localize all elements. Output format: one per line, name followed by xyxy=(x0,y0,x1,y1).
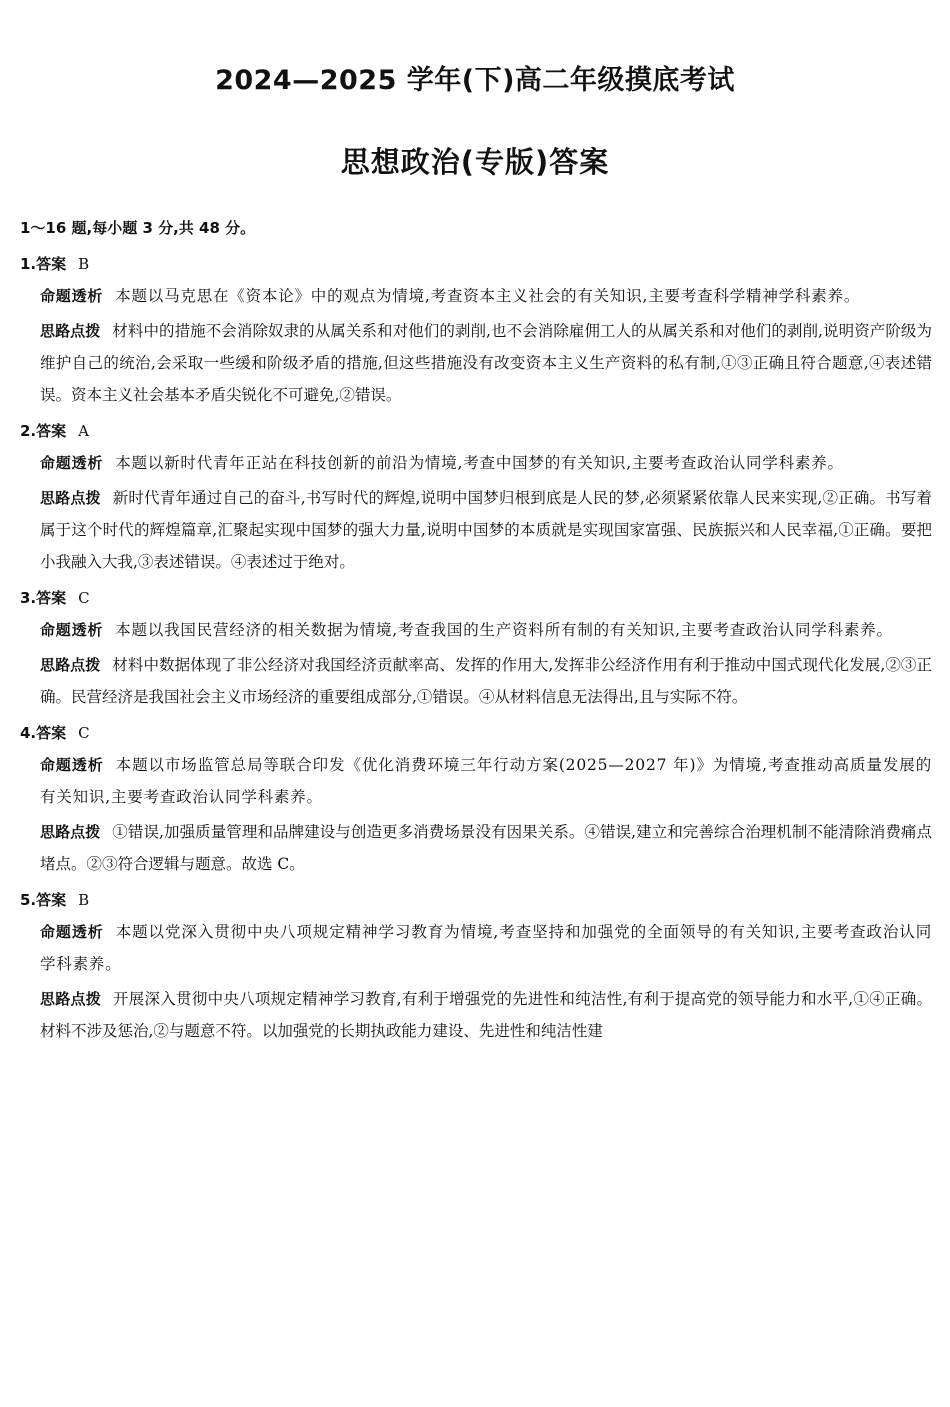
analysis-label: 命题透析 xyxy=(40,454,104,472)
hint-text: 材料中数据体现了非公经济对我国经济贡献率高、发挥的作用大,发挥非公经济作用有利于推动中国式现代化发展,②③正确。民营经济是我国社会主义市场经济的重要组成部分,①错误。④从材料信息无法得出,且与实际不符。 xyxy=(40,656,932,706)
question-item xyxy=(20,415,932,578)
analysis-text: 本题以我国民营经济的相关数据为情境,考查我国的生产资料所有制的有关知识,主要考查政治认同学科素养。 xyxy=(115,621,893,639)
exam-title: 2024—2025 学年(下)高二年级摸底考试 xyxy=(215,65,735,96)
analysis-text: 本题以马克思在《资本论》中的观点为情境,考查资本主义社会的有关知识,主要考查科学精神学科素养。 xyxy=(115,287,861,305)
analysis-block xyxy=(20,447,932,479)
analysis-label: 命题透析 xyxy=(40,756,104,774)
answer-value: C xyxy=(78,589,90,607)
hint-block xyxy=(20,649,932,713)
answer-label: 答案 xyxy=(36,724,67,742)
subject-title: 思想政治(专版)答案 xyxy=(340,145,610,179)
hint-block xyxy=(20,482,932,578)
analysis-label: 命题透析 xyxy=(40,287,104,305)
answer-label: 答案 xyxy=(36,891,67,909)
hint-label: 思路点拨 xyxy=(40,322,101,340)
question-number: 5. xyxy=(20,891,37,909)
hint-label: 思路点拨 xyxy=(40,489,101,507)
question-number: 2. xyxy=(20,422,37,440)
answer-value: A xyxy=(78,422,89,440)
question-item xyxy=(20,884,932,1047)
question-item xyxy=(20,582,932,713)
hint-text: ①错误,加强质量管理和品牌建设与创造更多消费场景没有因果关系。④错误,建立和完善综合治理机制不能清除消费痛点堵点。②③符合逻辑与题意。故选 C。 xyxy=(40,823,932,873)
hint-label: 思路点拨 xyxy=(40,823,101,841)
answer-line xyxy=(20,884,932,916)
analysis-block xyxy=(20,916,932,980)
analysis-block xyxy=(20,749,932,813)
hint-text: 新时代青年通过自己的奋斗,书写时代的辉煌,说明中国梦归根到底是人民的梦,必须紧紧依靠人民来实现,②正确。书写着属于这个时代的辉煌篇章,汇聚起实现中国梦的强大力量,说明中国梦的本质就是实现国家富强、民族振兴和人民幸福,①正确。要把小我融入大我,③表述错误。④表述过于绝对。 xyxy=(40,489,932,571)
analysis-block xyxy=(20,280,932,312)
answer-value: B xyxy=(78,891,90,909)
answer-value: B xyxy=(78,255,90,273)
answer-label: 答案 xyxy=(36,589,67,607)
question-number: 3. xyxy=(20,589,37,607)
hint-label: 思路点拨 xyxy=(40,990,102,1008)
answer-value: C xyxy=(78,724,90,742)
question-number: 1. xyxy=(20,255,37,273)
answer-line xyxy=(20,717,932,749)
analysis-text: 本题以新时代青年正站在科技创新的前沿为情境,考查中国梦的有关知识,主要考查政治认同学科素养。 xyxy=(115,454,844,472)
answer-line xyxy=(20,415,932,447)
question-number: 4. xyxy=(20,724,37,742)
question-item xyxy=(20,248,932,411)
hint-label: 思路点拨 xyxy=(40,656,101,674)
hint-text: 材料中的措施不会消除奴隶的从属关系和对他们的剥削,也不会消除雇佣工人的从属关系和对他们的剥削,说明资产阶级为维护自己的统治,会采取一些缓和阶级矛盾的措施,但这些措施没有改变资本主义生产资料的私有制,①③正确且符合题意,④表述错误。资本主义社会基本矛盾尖锐化不可避免,②错误。 xyxy=(40,322,932,404)
answer-line xyxy=(20,248,932,280)
analysis-block xyxy=(20,614,932,646)
hint-block xyxy=(20,816,932,880)
analysis-label: 命题透析 xyxy=(40,923,104,941)
answer-label: 答案 xyxy=(36,255,67,273)
hint-block xyxy=(20,315,932,411)
hint-block xyxy=(20,983,932,1047)
answer-content xyxy=(20,212,932,1051)
answer-label: 答案 xyxy=(36,422,67,440)
analysis-text: 本题以市场监管总局等联合印发《优化消费环境三年行动方案(2025—2027 年)》为情境,考查推动高质量发展的有关知识,主要考查政治认同学科素养。 xyxy=(40,756,932,806)
answer-line xyxy=(20,582,932,614)
analysis-text: 本题以党深入贯彻中央八项规定精神学习教育为情境,考查坚持和加强党的全面领导的有关知识,主要考查政治认同学科素养。 xyxy=(40,923,932,973)
section-intro: 1～16 题,每小题 3 分,共 48 分。 xyxy=(20,219,256,237)
hint-text: 开展深入贯彻中央八项规定精神学习教育,有利于增强党的先进性和纯洁性,有利于提高党的领导能力和水平,①④正确。材料不涉及惩治,②与题意不符。以加强党的长期执政能力建设、先进性和纯洁性建 xyxy=(40,990,932,1040)
question-item xyxy=(20,717,932,880)
analysis-label: 命题透析 xyxy=(40,621,104,639)
